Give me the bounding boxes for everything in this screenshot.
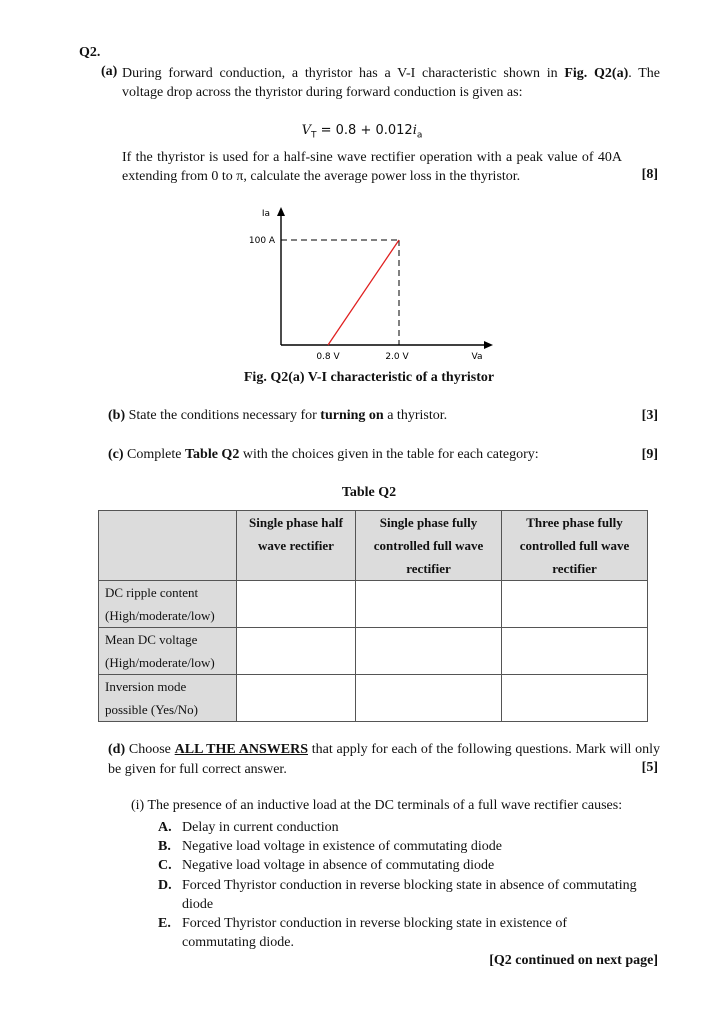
answer-cell[interactable] (502, 675, 648, 722)
answer-cell[interactable] (356, 675, 502, 722)
part-a-text2: If the thyristor is used for a half-sine wave rectifier operation with a peak value of 40A extending from 0 to π, calculate the average power loss in the thyristor. (122, 150, 622, 184)
x-axis (281, 341, 493, 349)
option-b[interactable]: B. Negative load voltage in existence of commutating diode (158, 839, 502, 854)
emphasis-all-answers: ALL THE ANSWERS (174, 742, 308, 757)
column-header: Single phase fully controlled full wave rectifier (356, 511, 502, 581)
part-a-marks: [8] (641, 167, 658, 182)
table-row (99, 628, 648, 675)
part-c-marks: [9] (641, 447, 658, 462)
vi-characteristic-figure (0, 200, 724, 370)
answer-cell[interactable] (502, 581, 648, 628)
table-row (99, 581, 648, 628)
part-d-marks: [5] (641, 760, 658, 775)
part-b-text: (b) State the conditions necessary for turning on a thyristor. (108, 408, 448, 423)
answer-cell[interactable] (502, 628, 648, 675)
x-tick-2-0v: 2.0 V (385, 352, 409, 362)
vi-characteristic-line (328, 240, 399, 345)
y-tick-100a: 100 A (248, 236, 276, 246)
answer-cell[interactable] (237, 675, 356, 722)
sub-question-i: (i) The presence of an inductive load at the DC terminals of a full wave rectifier causes: (131, 798, 623, 813)
answer-cell[interactable] (237, 628, 356, 675)
option-c[interactable]: C. Negative load voltage in absence of commutating diode (158, 858, 495, 873)
x-axis-label: Va (471, 352, 483, 362)
answer-cell[interactable] (237, 581, 356, 628)
row-header: DC ripple content (High/moderate/low) (99, 581, 237, 628)
continued-footer: [Q2 continued on next page] (489, 953, 658, 968)
part-a-text: During forward conduction, a thyristor has a V-I characteristic shown in Fig. Q2(a). The voltage drop across the thyristor during forward conduction is given as: (122, 66, 661, 100)
row-header: Inversion mode possible (Yes/No) (99, 675, 237, 722)
part-a-label: (a) (101, 64, 118, 79)
table-row (99, 675, 648, 722)
y-axis-label: Ia (261, 209, 271, 219)
table-corner-cell (99, 511, 237, 581)
x-tick-0-8v: 0.8 V (316, 352, 340, 362)
question-number: Q2. (79, 45, 101, 60)
option-d[interactable]: D. Forced Thyristor conduction in reverse blocking state in absence of commutating diode (158, 878, 637, 912)
column-header: Single phase half wave rectifier (237, 511, 356, 581)
option-a[interactable]: A. Delay in current conduction (158, 820, 339, 835)
table-header-row (99, 511, 648, 581)
part-c-text: (c) Complete Table Q2 with the choices given in the table for each category: (108, 447, 539, 462)
table-q2 (98, 510, 648, 722)
y-axis (277, 207, 285, 345)
row-header: Mean DC voltage (High/moderate/low) (99, 628, 237, 675)
equation: $V_T = 0.8 + 0.012i_a$ (301, 123, 423, 141)
table-title: Table Q2 (341, 485, 397, 500)
fig-ref: Fig. Q2(a) (564, 66, 629, 81)
figure-caption: Fig. Q2(a) V-I characteristic of a thyristor (243, 370, 495, 385)
answer-cell[interactable] (356, 581, 502, 628)
part-b-marks: [3] (641, 408, 658, 423)
answer-cell[interactable] (356, 628, 502, 675)
column-header: Three phase fully controlled full wave rectifier (502, 511, 648, 581)
option-e[interactable]: E. Forced Thyristor conduction in reverse blocking state in existence of commutating diode. (158, 916, 568, 950)
part-d-text: (d) Choose ALL THE ANSWERS that apply for each of the following questions. Mark will only be given for full correct answer. (108, 742, 661, 777)
